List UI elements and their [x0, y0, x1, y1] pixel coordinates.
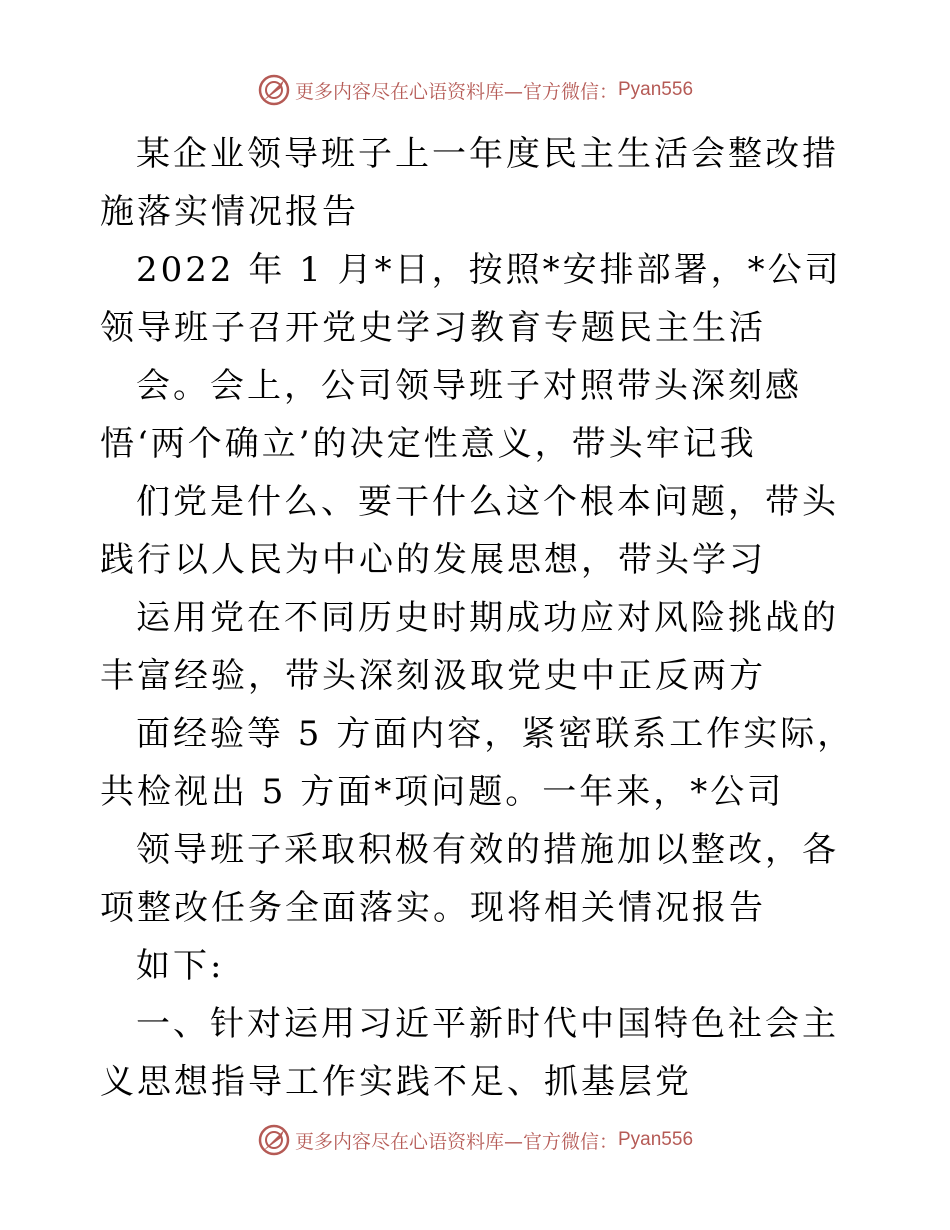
document-body	[100, 125, 860, 1111]
watermark-text: 更多内容尽在心语资料库—官方微信：	[294, 80, 618, 103]
quill-logo-icon	[257, 1123, 291, 1157]
watermark-text: 更多内容尽在心语资料库—官方微信：	[294, 1130, 618, 1153]
watermark-wechat-id: Pyan556	[618, 79, 694, 100]
document-title: 某企业领导班子上一年度民主生活会整改措施落实情况报告	[100, 134, 839, 232]
header-watermark	[0, 70, 950, 110]
paragraph: 如下:	[136, 946, 225, 986]
paragraph: 会。会上，公司领导班子对照带头深刻感悟‘两个确立’的决定性意义，带头牢记我	[100, 366, 802, 464]
paragraph: 2022 年 1 月*日，按照*安排部署，*公司领导班子召开党史学习教育专题民主生活	[100, 250, 842, 348]
footer-watermark	[0, 1120, 950, 1160]
paragraph: 面经验等 5 方面内容，紧密联系工作实际，共检视出 5 方面*项问题。一年来，*公司	[100, 714, 855, 812]
quill-logo-icon	[257, 73, 291, 107]
paragraph: 们党是什么、要干什么这个根本问题，带头践行以人民为中心的发展思想，带头学习	[100, 482, 839, 580]
paragraph: 领导班子采取积极有效的措施加以整改，各项整改任务全面落实。现将相关情况报告	[100, 830, 839, 928]
paragraph: 运用党在不同历史时期成功应对风险挑战的丰富经验，带头深刻汲取党史中正反两方	[100, 598, 839, 696]
section-heading: 一、针对运用习近平新时代中国特色社会主义思想指导工作实践不足、抓基层党	[100, 1004, 839, 1102]
watermark-wechat-id: Pyan556	[618, 1129, 694, 1150]
